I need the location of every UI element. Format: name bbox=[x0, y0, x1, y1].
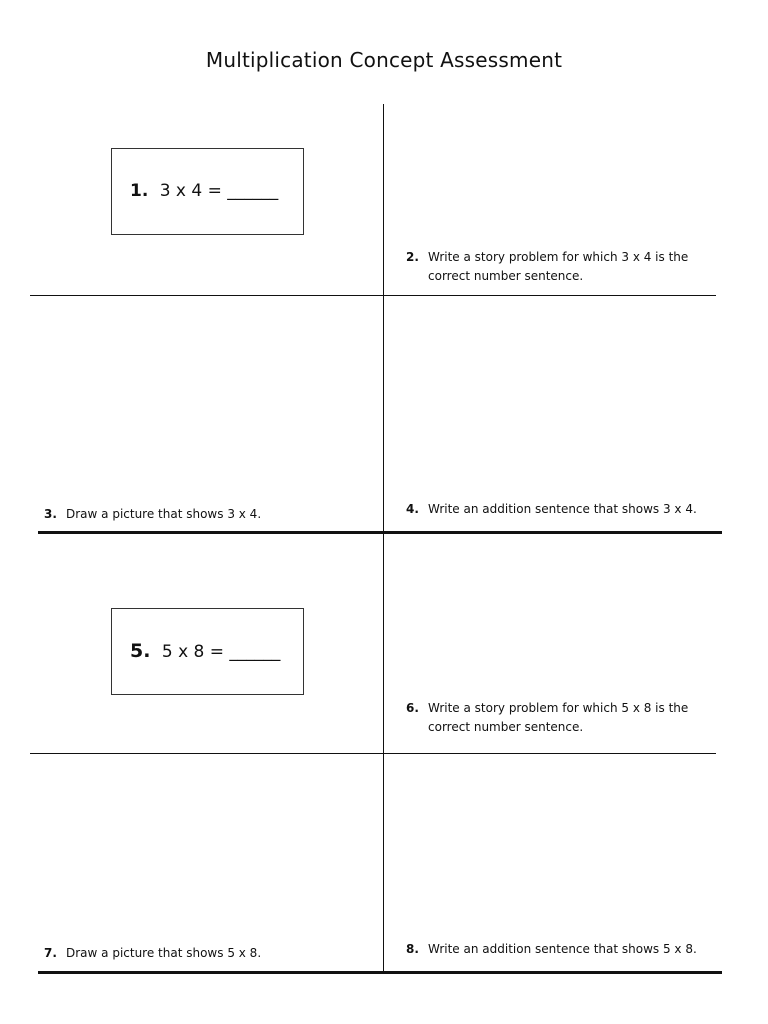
question-8 bbox=[406, 940, 728, 959]
problem-number: 1. bbox=[130, 181, 149, 201]
question-number: 7. bbox=[44, 946, 57, 960]
question-number: 6. bbox=[406, 701, 419, 715]
question-text: Draw a picture that shows 5 x 8. bbox=[66, 946, 262, 960]
vertical-divider bbox=[383, 104, 384, 974]
question-2 bbox=[406, 248, 728, 286]
row-divider-1 bbox=[30, 295, 716, 296]
row-divider-2 bbox=[30, 753, 716, 754]
question-text: Write a story problem for which 3 x 4 is the correct number sentence. bbox=[428, 250, 689, 283]
question-text: Write a story problem for which 5 x 8 is the correct number sentence. bbox=[428, 701, 689, 734]
question-number: 2. bbox=[406, 250, 419, 264]
problem-equation: 5 x 8 = ______ bbox=[161, 642, 281, 662]
question-7 bbox=[44, 944, 386, 963]
question-text: Draw a picture that shows 3 x 4. bbox=[66, 507, 262, 521]
question-number: 8. bbox=[406, 942, 419, 956]
problem-box-1 bbox=[111, 148, 304, 235]
problem-number: 5. bbox=[130, 640, 151, 662]
question-6 bbox=[406, 699, 728, 737]
question-3 bbox=[44, 505, 386, 524]
section-divider-1 bbox=[38, 531, 722, 534]
question-number: 4. bbox=[406, 502, 419, 516]
problem-equation: 3 x 4 = ______ bbox=[159, 181, 279, 201]
problem-box-5 bbox=[111, 608, 304, 695]
page-title: Multiplication Concept Assessment bbox=[205, 48, 563, 72]
question-text: Write an addition sentence that shows 5 x 8. bbox=[428, 942, 697, 956]
question-number: 3. bbox=[44, 507, 57, 521]
question-text: Write an addition sentence that shows 3 x 4. bbox=[428, 502, 697, 516]
question-4 bbox=[406, 500, 728, 519]
section-divider-2 bbox=[38, 971, 722, 974]
